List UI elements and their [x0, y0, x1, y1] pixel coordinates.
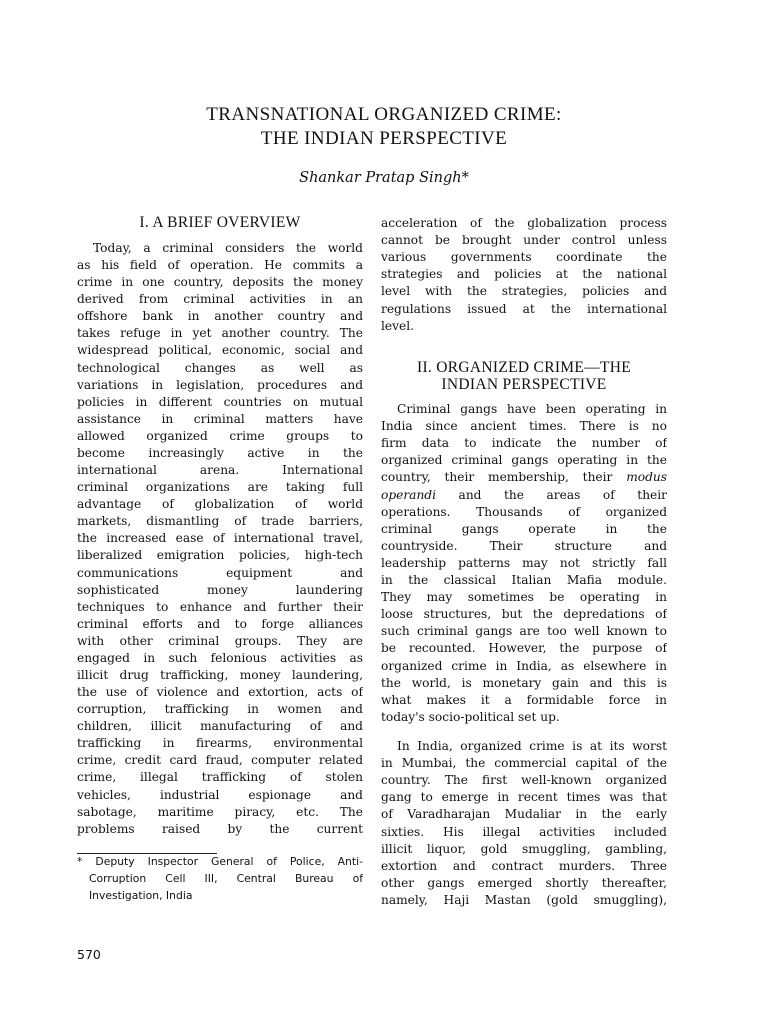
text-line: illicit liquor, gold smuggling, gambling,: [381, 841, 667, 856]
text-line: acceleration of the globalization process: [381, 216, 667, 230]
text-line: communications equipment and: [77, 565, 363, 580]
text-line: policies in different countries on mutual: [77, 394, 363, 409]
text-line: of Varadharajan Mudaliar in the early: [381, 807, 667, 822]
text-line: cannot be brought under control unless: [381, 233, 667, 248]
text-line: offshore bank in another country and: [77, 309, 363, 324]
text-line: techniques to enhance and further their: [77, 599, 363, 614]
text-line: operations. Thousands of organized: [381, 504, 667, 519]
text-line: markets, dismantling of trade barriers,: [77, 514, 363, 529]
text-line: advantage of globalization of world: [77, 497, 363, 512]
text-line: strategies and policies at the national: [381, 267, 667, 282]
footnote-line: * Deputy Inspector General of Police, Anti-: [77, 855, 363, 868]
section-2-heading-line-1: II. ORGANIZED CRIME—THE: [417, 359, 631, 376]
author-name: Shankar Pratap Singh*: [299, 170, 469, 186]
text-line: illicit drug trafficking, money laundering,: [77, 668, 363, 682]
text-line: extortion and contract murders. Three: [381, 858, 667, 873]
text-line: regulations issued at the international: [381, 301, 667, 316]
text-line: country, their membership, their modus: [381, 470, 667, 485]
text-line: firm data to indicate the number of: [381, 436, 667, 451]
text-line: the world, is monetary gain and this is: [381, 675, 667, 690]
text-line: level with the strategies, policies and: [381, 284, 667, 299]
footnote-line: Investigation, India: [89, 889, 193, 902]
text-line: sabotage, maritime piracy, etc. The: [77, 804, 363, 819]
text-line: criminal efforts and to forge alliances: [77, 616, 363, 631]
text-line: loose structures, but the depredations of: [381, 607, 667, 622]
text-line: liberalized emigration policies, high-tech: [77, 548, 363, 563]
page-title-line-2: THE INDIAN PERSPECTIVE: [260, 128, 508, 149]
text-line: the use of violence and extortion, acts of: [77, 685, 363, 700]
text-line: international arena. International: [77, 463, 363, 478]
text-line: as his field of operation. He commits a: [77, 258, 363, 273]
text-line: crime in one country, deposits the money: [77, 275, 363, 290]
text-line: children, illicit manufacturing of and: [77, 719, 363, 734]
text-line: They may sometimes be operating in: [381, 590, 667, 605]
section-1-heading: I. A BRIEF OVERVIEW: [139, 214, 301, 231]
section-2-heading-line-2: INDIAN PERSPECTIVE: [441, 376, 607, 393]
text-line: namely, Haji Mastan (gold smuggling),: [381, 892, 667, 907]
text-line: be recounted. However, the purpose of: [381, 641, 667, 656]
footnote-line: Corruption Cell III, Central Bureau of: [89, 872, 363, 885]
text-line: technological changes as well as: [77, 360, 363, 375]
text-line: gang to emerge in recent times was that: [381, 790, 667, 805]
text-line: the increased ease of international travel,: [77, 531, 363, 546]
text-line: problems raised by the current: [77, 821, 363, 836]
text-line: sixties. His illegal activities included: [381, 824, 667, 839]
page-title-line-1: TRANSNATIONAL ORGANIZED CRIME:: [206, 104, 562, 125]
text-line: level.: [381, 318, 414, 333]
text-line: corruption, trafficking in women and: [77, 702, 363, 717]
text-line: what makes it a formidable force in: [381, 692, 667, 707]
text-line: widespread political, economic, social and: [77, 343, 363, 358]
text-line: country. The first well-known organized: [381, 773, 667, 788]
page-number: 570: [77, 947, 101, 962]
text-line: Criminal gangs have been operating in: [397, 402, 667, 416]
text-line: trafficking in firearms, environmental: [77, 736, 363, 751]
text-line: become increasingly active in the: [77, 445, 363, 460]
text-line: assistance in criminal matters have: [77, 411, 363, 426]
text-line: with other criminal groups. They are: [77, 633, 363, 648]
text-line: sophisticated money laundering: [77, 582, 363, 597]
text-line: allowed organized crime groups to: [77, 428, 363, 443]
text-line: other gangs emerged shortly thereafter,: [381, 875, 667, 890]
text-line: in Mumbai, the commercial capital of the: [381, 756, 667, 771]
text-line: derived from criminal activities in an: [77, 292, 363, 307]
text-line: crime, credit card fraud, computer related: [77, 753, 363, 768]
text-line: criminal gangs operate in the: [381, 521, 667, 536]
text-line: India since ancient times. There is no: [381, 419, 667, 434]
text-line: various governments coordinate the: [381, 250, 667, 265]
text-line: organized criminal gangs operating in the: [381, 453, 667, 468]
text-line: countryside. Their structure and: [381, 538, 667, 553]
text-line: criminal organizations are taking full: [77, 480, 363, 495]
text-line: vehicles, industrial espionage and: [77, 787, 363, 802]
text-line: Today, a criminal considers the world: [93, 241, 363, 255]
text-line: crime, illegal trafficking of stolen: [77, 770, 363, 785]
text-line: leadership patterns may not strictly fall: [381, 555, 667, 570]
text-line: operandi and the areas of their: [381, 487, 667, 502]
text-line: takes refuge in yet another country. The: [77, 326, 363, 341]
text-line: In India, organized crime is at its worst: [397, 739, 667, 753]
text-line: such criminal gangs are too well known to: [381, 624, 667, 639]
text-line: engaged in such felonious activities as: [77, 650, 363, 665]
text-line: today's socio-political set up.: [381, 709, 560, 724]
text-line: in the classical Italian Mafia module.: [381, 573, 667, 587]
text-line: organized crime in India, as elsewhere in: [381, 658, 667, 673]
text-line: variations in legislation, procedures and: [77, 377, 363, 392]
